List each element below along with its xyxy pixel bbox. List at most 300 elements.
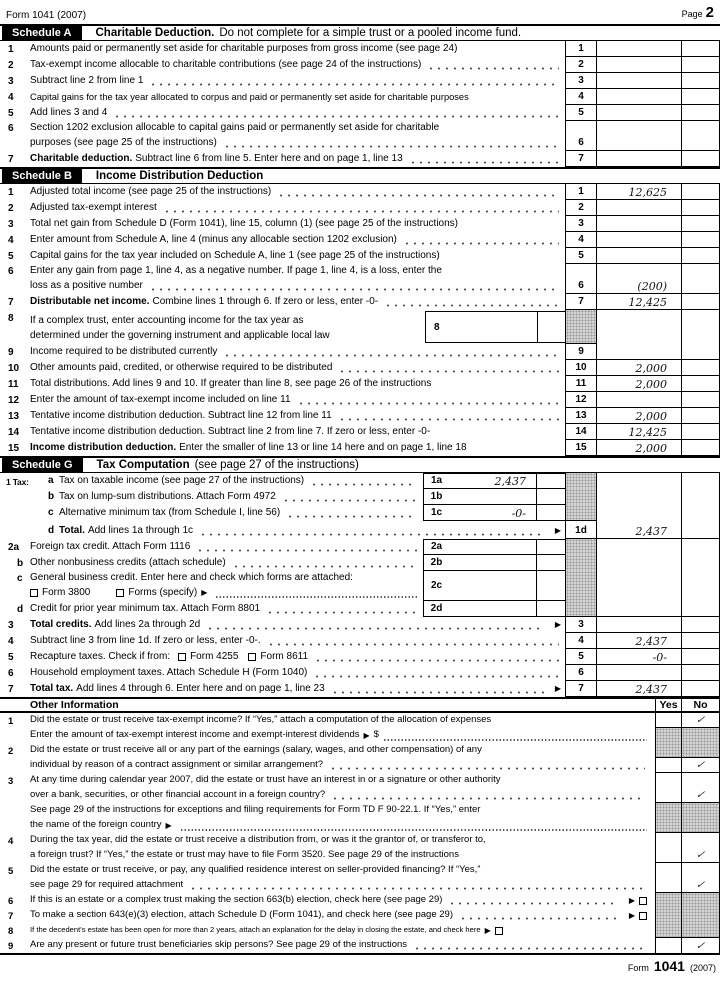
line-number: 8: [8, 313, 14, 324]
schedule-b-row-4: [0, 232, 720, 248]
other-info-q9: [0, 938, 720, 953]
q3-no-cell[interactable]: [682, 788, 720, 803]
cents-entry[interactable]: [682, 539, 720, 555]
line-number: 1: [8, 44, 14, 55]
cents-entry[interactable]: [682, 681, 720, 697]
q2-no-cell[interactable]: [682, 758, 720, 773]
dotted-leader: [232, 558, 417, 568]
amount-entry[interactable]: [597, 248, 682, 264]
q5-no-cell[interactable]: [682, 863, 720, 878]
schedule-b-row-9: [0, 344, 720, 360]
line-number: 5: [8, 108, 14, 119]
line-text: Section 1202 exclusion allocable to capital gains paid or permanently set aside for charitable: [30, 122, 440, 133]
line-number: [0, 521, 30, 539]
line-number: 6: [8, 668, 14, 679]
dotted-leader: [277, 187, 559, 197]
dotted-leader: [310, 476, 417, 486]
cents-entry[interactable]: [537, 571, 565, 601]
line-number: 4: [8, 92, 14, 103]
q2-yes-cell[interactable]: [655, 758, 682, 773]
line-number-cell: 10: [565, 360, 597, 376]
q4-yes-cell[interactable]: [655, 833, 682, 848]
box-label: 1a: [423, 473, 449, 489]
question-text: If the decedent's estate has been open for more than 2 years, attach an explanation for the delay in closing the estate, and check here: [30, 925, 481, 934]
entered-amount: 2,000: [635, 378, 667, 391]
line-number-cell: 1d: [565, 521, 597, 539]
dotted-leader: [199, 526, 545, 536]
schedule-g-title: Tax Computation: [96, 459, 190, 471]
line-number: 2a: [8, 542, 20, 553]
schedule-g-row-2b: [0, 555, 720, 571]
shaded-cell: [682, 728, 720, 743]
question-number: 7: [8, 910, 14, 922]
cents-entry[interactable]: [537, 539, 565, 555]
footer-form-label: Form: [627, 963, 649, 973]
amount-entry[interactable]: [597, 264, 682, 294]
question-text: Did the estate or trust receive, or pay, any qualified residence interest on seller-provided financing? If “Yes,”: [30, 864, 481, 875]
dotted-leader: [427, 60, 559, 70]
cents-entry[interactable]: [682, 617, 720, 633]
line-text: Alternative minimum tax (from Schedule I, line 56): [59, 506, 281, 518]
line-number-cell: 5: [565, 105, 597, 121]
amount-entry[interactable]: [449, 473, 537, 489]
cents-divider: [537, 312, 538, 342]
line-text: Add lines 2a through 2d: [94, 618, 201, 630]
question-number: 4: [8, 835, 14, 847]
amount-entry[interactable]: [449, 601, 537, 617]
shaded-cell: [565, 473, 597, 489]
amount-entry[interactable]: [597, 151, 682, 167]
q3-yes-cell[interactable]: [655, 788, 682, 803]
cents-entry[interactable]: [537, 555, 565, 571]
form-reference: Form 1041 (2007): [6, 10, 87, 21]
footer-year: (2007): [689, 963, 716, 973]
schedule-b-row-3: [0, 216, 720, 232]
dotted-leader: [149, 76, 559, 86]
line-number: 15: [8, 443, 20, 454]
dotted-fill-line[interactable]: [215, 589, 419, 598]
dotted-fill-line[interactable]: [383, 732, 647, 741]
schedule-a-row-6: [0, 121, 720, 151]
line-number: 4: [8, 235, 14, 246]
dotted-leader: [282, 492, 417, 502]
shaded-cell: [682, 893, 720, 908]
forms-specify-checkbox[interactable]: [116, 589, 124, 597]
question-number: [0, 758, 30, 773]
dotted-leader: [338, 411, 559, 421]
checkbox-label: Forms (specify): [128, 586, 198, 598]
line-number: 2: [8, 203, 14, 214]
question-number: [0, 848, 30, 863]
line-number-cell: 1: [565, 184, 597, 200]
arrow-icon: ▶: [628, 895, 635, 905]
q1-no-cell[interactable]: [682, 713, 720, 728]
cents-entry[interactable]: [682, 649, 720, 665]
line-text: Capital gains for the tax year allocated to corpus and paid or permanently set aside for charitable purposes: [30, 91, 469, 102]
line-text: Enter the smaller of line 13 or line 14 here and on page 1, line 18: [179, 441, 467, 453]
arrow-icon: ▶: [363, 730, 370, 740]
line-text: General business credit. Enter here and check which forms are attached:: [30, 572, 353, 583]
line-text: Subtract line 2 from line 1: [30, 74, 144, 86]
q3-yes-cell[interactable]: [655, 773, 682, 788]
schedule-g-row-7: [0, 681, 720, 697]
schedule-b-row-6: [0, 264, 720, 294]
arrow-icon: ▶: [201, 587, 208, 597]
line-text: Tax on taxable income (see page 27 of the instructions): [59, 474, 305, 486]
checkbox-label: Form 8611: [260, 650, 309, 662]
line-text: Add lines 1a through 1c: [87, 524, 194, 536]
line-number: [0, 489, 30, 505]
cents-entry[interactable]: [682, 571, 720, 601]
schedule-b-row-7: [0, 294, 720, 310]
cents-entry[interactable]: [682, 555, 720, 571]
cents-entry[interactable]: [682, 489, 720, 505]
line-number-cell: 6: [565, 665, 597, 681]
form-4255-checkbox[interactable]: [178, 653, 186, 661]
dotted-leader: [459, 910, 619, 920]
shaded-cell: [565, 505, 597, 521]
cents-entry[interactable]: [682, 73, 720, 89]
schedule-b-row-15: [0, 440, 720, 456]
line-number-cell: 7: [565, 151, 597, 167]
cents-entry[interactable]: [682, 232, 720, 248]
check-icon: ✓: [695, 879, 706, 891]
arrow-icon: ▶: [554, 619, 561, 629]
amount-entry[interactable]: [597, 571, 682, 601]
cents-entry[interactable]: [537, 601, 565, 617]
check-icon: ✓: [695, 759, 706, 771]
line-text: Combine lines 1 through 6. If zero or less, enter -0-: [152, 295, 379, 307]
cents-entry[interactable]: [682, 105, 720, 121]
line-number-cell: 1: [565, 41, 597, 57]
line-number-cell: 14: [565, 424, 597, 440]
amount-entry[interactable]: [597, 376, 682, 392]
shaded-cell: [655, 818, 682, 833]
accounting-income-entry-box[interactable]: [425, 311, 565, 343]
amount-entry[interactable]: [597, 539, 682, 555]
form-8611-checkbox[interactable]: [248, 653, 256, 661]
schedule-b-row-11: [0, 376, 720, 392]
amount-entry[interactable]: [597, 73, 682, 89]
line-number: 6: [8, 266, 14, 277]
schedule-g-row-5: [0, 649, 720, 665]
q5-no-cell[interactable]: [682, 878, 720, 893]
arrow-icon: ▶: [554, 683, 561, 693]
shaded-cell: [565, 555, 597, 571]
schedule-g-row-6: [0, 665, 720, 681]
line-number-cell: 13: [565, 408, 597, 424]
line-text: Tax-exempt income allocable to charitable contributions (see page 24 of the instructions): [30, 58, 422, 70]
cents-entry[interactable]: [682, 121, 720, 151]
line-number: 7: [8, 154, 14, 165]
cents-entry[interactable]: [537, 489, 565, 505]
box-label: 8: [434, 321, 440, 333]
amount-entry[interactable]: [597, 665, 682, 681]
amount-entry[interactable]: [597, 310, 682, 344]
amount-entry[interactable]: [597, 649, 682, 665]
amount-entry[interactable]: [597, 360, 682, 376]
question-text: see page 29 for required attachment: [30, 879, 184, 890]
line-number-cell: 9: [565, 344, 597, 360]
cents-entry[interactable]: [682, 248, 720, 264]
other-info-q6: [0, 893, 720, 908]
q1-yes-cell[interactable]: [655, 713, 682, 728]
other-info-q7: [0, 908, 720, 923]
cents-entry[interactable]: [682, 151, 720, 167]
entered-amount: 2,000: [635, 442, 667, 455]
line-number: [0, 505, 30, 521]
section-663b-checkbox[interactable]: [639, 897, 647, 905]
q4-yes-cell[interactable]: [655, 848, 682, 863]
dotted-leader: [206, 620, 545, 630]
amount-entry[interactable]: [597, 617, 682, 633]
q4-no-cell[interactable]: [682, 833, 720, 848]
other-information-title: Other Information: [30, 699, 119, 711]
sub-letter: a: [48, 474, 54, 486]
question-number: 6: [8, 895, 14, 907]
cents-entry[interactable]: [682, 392, 720, 408]
amount-entry[interactable]: [597, 57, 682, 73]
cents-entry[interactable]: [682, 601, 720, 617]
sub-letter: b: [48, 490, 55, 502]
amount-entry[interactable]: [597, 633, 682, 649]
line-text: Recapture taxes. Check if from:: [30, 650, 171, 662]
question-text: During the tax year, did the estate or trust receive a distribution from, or was it the grantor of, or transferor to,: [30, 834, 486, 845]
shaded-cell: [565, 571, 597, 601]
line-number: 5: [8, 652, 14, 663]
line-number: d: [17, 604, 24, 615]
other-info-q3-line3: [0, 803, 720, 818]
amount-entry[interactable]: [597, 41, 682, 57]
cents-entry[interactable]: [682, 360, 720, 376]
amount-entry[interactable]: [597, 232, 682, 248]
box-label: 2c: [423, 571, 449, 601]
amount-entry[interactable]: [597, 473, 682, 489]
form-3800-checkbox[interactable]: [30, 589, 38, 597]
line-text: Income required to be distributed currently: [30, 345, 218, 357]
amount-entry[interactable]: [597, 121, 682, 151]
cents-entry[interactable]: [682, 633, 720, 649]
schedule-g-row-1d: [0, 521, 720, 539]
line-text: Household employment taxes. Attach Schedule H (Form 1040): [30, 666, 308, 678]
dotted-leader: [329, 760, 645, 770]
dotted-fill-line[interactable]: [180, 822, 647, 831]
amount-entry[interactable]: [597, 440, 682, 456]
schedule-b-row-1: [0, 184, 720, 200]
amount-entry[interactable]: [597, 216, 682, 232]
other-info-q4-line2: [0, 848, 720, 863]
shaded-cell: [565, 601, 597, 617]
amount-entry[interactable]: [597, 184, 682, 200]
amount-entry[interactable]: [449, 555, 537, 571]
amount-entry[interactable]: [597, 344, 682, 360]
line-number: 1: [8, 187, 14, 198]
entered-amount: 2,437: [635, 525, 667, 538]
line-text: Add lines 3 and 4: [30, 106, 108, 118]
cents-entry[interactable]: [682, 294, 720, 310]
amount-entry[interactable]: [597, 601, 682, 617]
q3-no-cell[interactable]: [682, 773, 720, 788]
question-number: [0, 818, 30, 833]
line-number: 7: [8, 684, 14, 695]
cents-entry[interactable]: [682, 41, 720, 57]
amount-entry[interactable]: [449, 571, 537, 601]
schedule-a-row-7: [0, 151, 720, 167]
line-text-bold: Distributable net income.: [30, 295, 150, 307]
line-text: loss as a positive number: [30, 279, 143, 291]
dotted-leader: [338, 363, 559, 373]
amount-entry[interactable]: [449, 505, 537, 521]
dotted-leader: [149, 281, 559, 291]
amount-entry[interactable]: [597, 392, 682, 408]
estate-open-checkbox[interactable]: [495, 927, 503, 935]
dotted-leader: [223, 138, 559, 148]
amount-entry[interactable]: [597, 681, 682, 697]
line-number-cell: 4: [565, 232, 597, 248]
question-text: At any time during calendar year 2007, did the estate or trust have an interest in or a signature or other authority: [30, 774, 501, 785]
amount-entry[interactable]: [597, 408, 682, 424]
amount-entry[interactable]: [597, 200, 682, 216]
cents-entry[interactable]: [682, 473, 720, 489]
schedule-g-row-3: [0, 617, 720, 633]
box-label: 2d: [423, 601, 449, 617]
dotted-leader: [448, 895, 618, 905]
cents-entry[interactable]: [682, 665, 720, 681]
section-643e3-checkbox[interactable]: [639, 912, 647, 920]
schedule-a-subtitle: Do not complete for a simple trust or a pooled income fund.: [219, 27, 522, 39]
cents-entry[interactable]: [682, 264, 720, 294]
question-number: 2: [8, 745, 14, 757]
page-label: Page: [681, 9, 703, 19]
q5-yes-cell[interactable]: [655, 863, 682, 878]
cents-entry[interactable]: [682, 89, 720, 105]
schedule-b-row-12: [0, 392, 720, 408]
question-text: See page 29 of the instructions for exceptions and filing requirements for Form TD F 90-22.1. If “Yes,” enter: [30, 804, 481, 815]
question-text: Did the estate or trust receive tax-exempt income? If “Yes,” attach a computation of the allocation of expenses: [30, 714, 492, 725]
schedule-g-label: Schedule G: [2, 458, 83, 473]
line-number: 7: [8, 297, 14, 308]
line-number: 4: [8, 636, 14, 647]
amount-entry[interactable]: [597, 424, 682, 440]
amount-entry[interactable]: [597, 505, 682, 521]
line-text: Subtract line 6 from line 5. Enter here and on page 1, line 13: [135, 152, 403, 164]
line-number-cell: 3: [565, 216, 597, 232]
cents-entry[interactable]: [537, 505, 565, 521]
shaded-cell: [655, 908, 682, 923]
entered-amount: (200): [637, 280, 667, 293]
dotted-leader: [297, 395, 559, 405]
line-text: Amounts paid or permanently set aside for charitable purposes from gross income (see page 24): [30, 42, 458, 54]
amount-entry[interactable]: [597, 521, 682, 539]
q9-yes-cell[interactable]: [655, 938, 682, 953]
line-text: Enter amount from Schedule A, line 4 (minus any allocable section 1202 exclusion): [30, 233, 397, 245]
question-number: 9: [8, 940, 14, 952]
yes-column-header: Yes: [655, 699, 682, 711]
cents-entry[interactable]: [682, 376, 720, 392]
cents-entry[interactable]: [537, 473, 565, 489]
check-icon: ✓: [695, 789, 706, 801]
q9-no-cell[interactable]: [682, 938, 720, 953]
sub-letter: d: [48, 524, 55, 536]
question-text: individual by reason of a contract assignment or similar arrangement?: [30, 759, 324, 770]
cents-entry[interactable]: [682, 344, 720, 360]
line-text: Tentative income distribution deduction. Subtract line 12 from line 11: [30, 409, 332, 421]
cents-entry[interactable]: [682, 440, 720, 456]
question-number: [0, 728, 30, 743]
cents-entry[interactable]: [682, 200, 720, 216]
q4-no-cell[interactable]: [682, 848, 720, 863]
line-number: 13: [8, 411, 20, 422]
check-icon: ✓: [695, 714, 706, 726]
line-text: Adjusted tax-exempt interest: [30, 201, 157, 213]
cents-entry[interactable]: [682, 310, 720, 344]
cents-entry[interactable]: [682, 424, 720, 440]
schedule-b-row-2: [0, 200, 720, 216]
cents-entry[interactable]: [682, 216, 720, 232]
amount-entry[interactable]: [597, 105, 682, 121]
other-info-q8: [0, 923, 720, 938]
amount-entry[interactable]: [597, 89, 682, 105]
footer-form-number: 1041: [653, 958, 685, 974]
amount-entry[interactable]: [449, 539, 537, 555]
question-number: 1: [8, 715, 14, 727]
cents-entry[interactable]: [682, 184, 720, 200]
entered-amount: 12,625: [628, 186, 667, 199]
cents-entry[interactable]: [682, 521, 720, 539]
cents-entry[interactable]: [682, 505, 720, 521]
amount-entry[interactable]: [597, 555, 682, 571]
other-information-header: [0, 697, 720, 713]
box-label: 1b: [423, 489, 449, 505]
dotted-leader: [331, 790, 645, 800]
shaded-cell: [655, 743, 682, 758]
line-number-cell: 2: [565, 200, 597, 216]
line-number-cell: 15: [565, 440, 597, 456]
page-number: 2: [705, 4, 714, 21]
amount-entry[interactable]: [597, 489, 682, 505]
q5-yes-cell[interactable]: [655, 878, 682, 893]
line-number-cell: 6: [565, 264, 597, 294]
cents-entry[interactable]: [682, 57, 720, 73]
entered-amount: 12,425: [628, 296, 667, 309]
sub-letter: c: [48, 506, 54, 518]
dotted-leader: [113, 108, 559, 118]
amount-entry[interactable]: [597, 294, 682, 310]
page-footer: [0, 953, 720, 974]
schedule-b-header: [0, 167, 720, 184]
schedule-g-header: [0, 456, 720, 473]
schedule-g-row-4: [0, 633, 720, 649]
line-text-bold: Charitable deduction.: [30, 152, 133, 164]
line-number: 9: [8, 347, 14, 358]
shaded-cell: [655, 923, 682, 938]
line-number: 3: [8, 76, 14, 87]
line-number-cell: 4: [565, 89, 597, 105]
shaded-cell: [655, 728, 682, 743]
dotted-leader: [266, 604, 417, 614]
schedule-g-row-1c: [0, 505, 720, 521]
cents-entry[interactable]: [682, 408, 720, 424]
no-column-header: No: [682, 699, 720, 711]
question-text: If this is an estate or a complex trust making the section 663(b) election, check here (see page 29): [30, 894, 443, 905]
shaded-cell: [655, 803, 682, 818]
line-number-cell: 2: [565, 57, 597, 73]
amount-entry[interactable]: [449, 489, 537, 505]
line-text-bold: Total credits.: [30, 618, 92, 630]
schedule-b-row-5: [0, 248, 720, 264]
entered-amount: 2,000: [635, 362, 667, 375]
line-number-cell: 6: [565, 121, 597, 151]
